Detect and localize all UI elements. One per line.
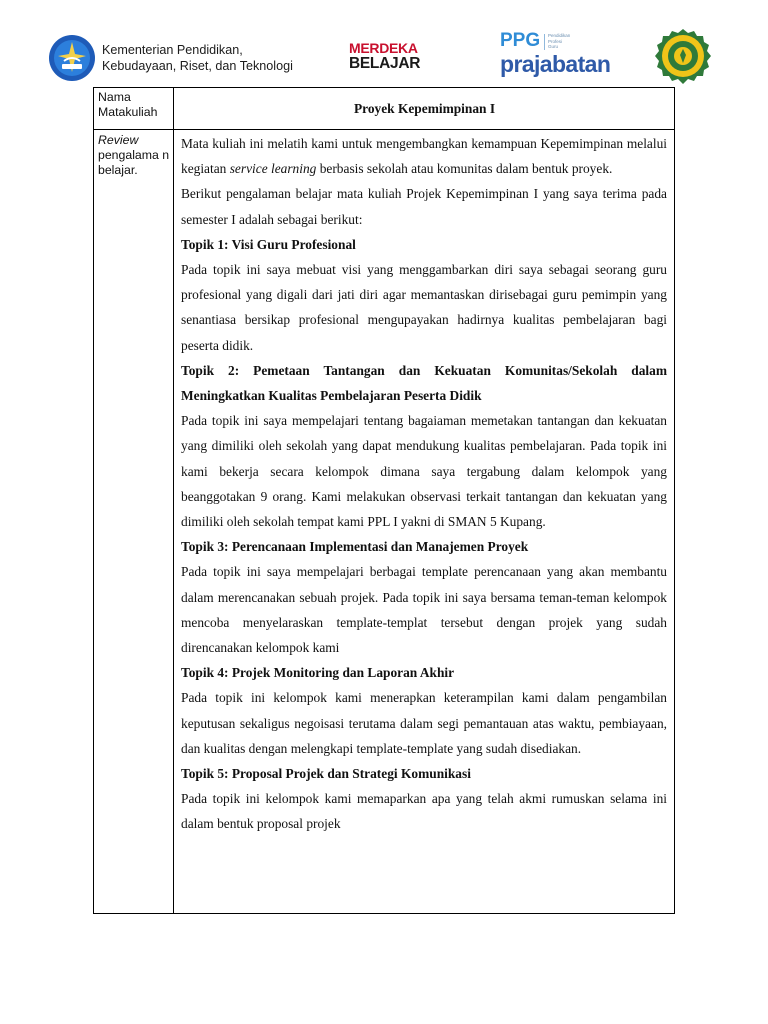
ministry-name-line1: Kementerian Pendidikan,	[102, 43, 243, 57]
review-content	[181, 131, 667, 837]
document-header	[0, 0, 768, 84]
topic-3-title: Topik 3: Perencanaan Implementasi dan Manajemen Proyek	[181, 539, 529, 555]
topic-4-body: Pada topik ini kelompok kami menerapkan keterampilan kami dalam pengambilan keputusan sekaligus negoisasi terutama dalam segi pemantauan atas waktu, pembiayaan, dan kualitas dengan melengkapi template-template yang sudah disediakan.	[181, 690, 667, 756]
topic-3-body: Pada topik ini saya mempelajari berbagai template perencanaan yang akan membantu dalam merencanakan sebuah projek. Pada topik ini saya bersama teman-teman kelompok mencoba menyelaraskan template-templat tersebut dengan projek yang sudah direncanakan kelompok kami	[181, 564, 667, 656]
review-label-rest: pengalama n belajar.	[98, 148, 170, 177]
topic-1-body: Pada topik ini saya mebuat visi yang menggambarkan diri saya sebagai seorang guru profesional yang digali dari jati diri agar memantaskan dirisebagai guru pemimpin yang senantiasa bersikap profesional mengupayakan hadirnya kualitas pembelajaran bagi peserta didik.	[181, 262, 667, 353]
review-label-italic: Review	[98, 133, 139, 147]
table-row-divider	[94, 129, 674, 130]
ministry-name-line2: Kebudayaan, Riset, dan Teknologi	[102, 59, 293, 73]
ppg-subtitle-line2: Profesi	[548, 38, 563, 44]
course-name-label: Nama Matakuliah	[98, 90, 158, 119]
intro-text-italic: service learning	[229, 161, 317, 177]
topic-1-title: Topik 1: Visi Guru Profesional	[181, 236, 356, 252]
topic-5-body: Pada topik ini kelompok kami memaparkan apa yang telah akmi rumuskan selama ini dalam bentuk proposal projek	[181, 791, 667, 832]
ppg-logo-acronym: PPG	[500, 30, 541, 51]
table-column-divider	[173, 88, 174, 913]
topic-2-body: Pada topik ini saya mempelajari tentang bagaiaman memetakan tantangan dan kekuatan yang dimiliki oleh sekolah yang dapat mendukung kualitas pembelajaran. Pada topik ini kami bekerja secara kelompok dimana saya tergabung dalam kelompok yang beanggotakan 9 orang. Kami melakukan observasi terkait tantangan dan kekuatan yang dimiliki oleh sekolah tempat kami PPL I yakni di SMAN 5 Kupang.	[181, 413, 667, 530]
ppg-prajabatan-logo	[500, 30, 611, 81]
topic-5-title: Topik 5: Proposal Projek dan Strategi Komunikasi	[181, 766, 471, 782]
ministry-name	[102, 42, 293, 74]
merdeka-belajar-logo	[349, 40, 421, 72]
intro-text-before: Mata kuliah ini melatih kami untuk mengembangkan kemampuan Kepemimpinan melalui kegiatan	[181, 136, 667, 177]
topic-4-title: Topik 4: Projek Monitoring dan Laporan Akhir	[181, 665, 455, 681]
course-review-table	[93, 87, 675, 914]
course-title: Proyek Kepemimpinan I	[353, 100, 496, 116]
ppg-logo-wordmark: prajabatan	[500, 51, 611, 77]
merdeka-logo-line1: MERDEKA	[349, 40, 418, 56]
topic-2-title: Topik 2: Pemetaan Tantangan dan Kekuatan Komunitas/Sekolah dalam Meningkatkan Kualitas Pembelajaran Peserta Didik	[181, 362, 667, 404]
intro-paragraph-2: Berikut pengalaman belajar mata kuliah Projek Kepemimpinan I yang saya terima pada semester I adalah sebagai berikut:	[181, 186, 667, 227]
tut-wuri-handayani-logo-icon	[48, 34, 96, 82]
ministry-branding	[48, 34, 293, 82]
intro-text-after: berbasis sekolah atau komunitas dalam bentuk proyek.	[316, 161, 613, 177]
merdeka-logo-line2: BELAJAR	[349, 55, 421, 72]
review-label	[98, 133, 170, 178]
intro-paragraph	[181, 131, 667, 181]
ppg-subtitle-line3: Guru	[548, 44, 559, 49]
ppg-subtitle-line1: Pendidikan	[548, 33, 571, 38]
ppg-logo-subtitle	[548, 33, 570, 50]
ppg-logo-divider	[544, 34, 545, 50]
university-seal-icon	[651, 24, 715, 88]
